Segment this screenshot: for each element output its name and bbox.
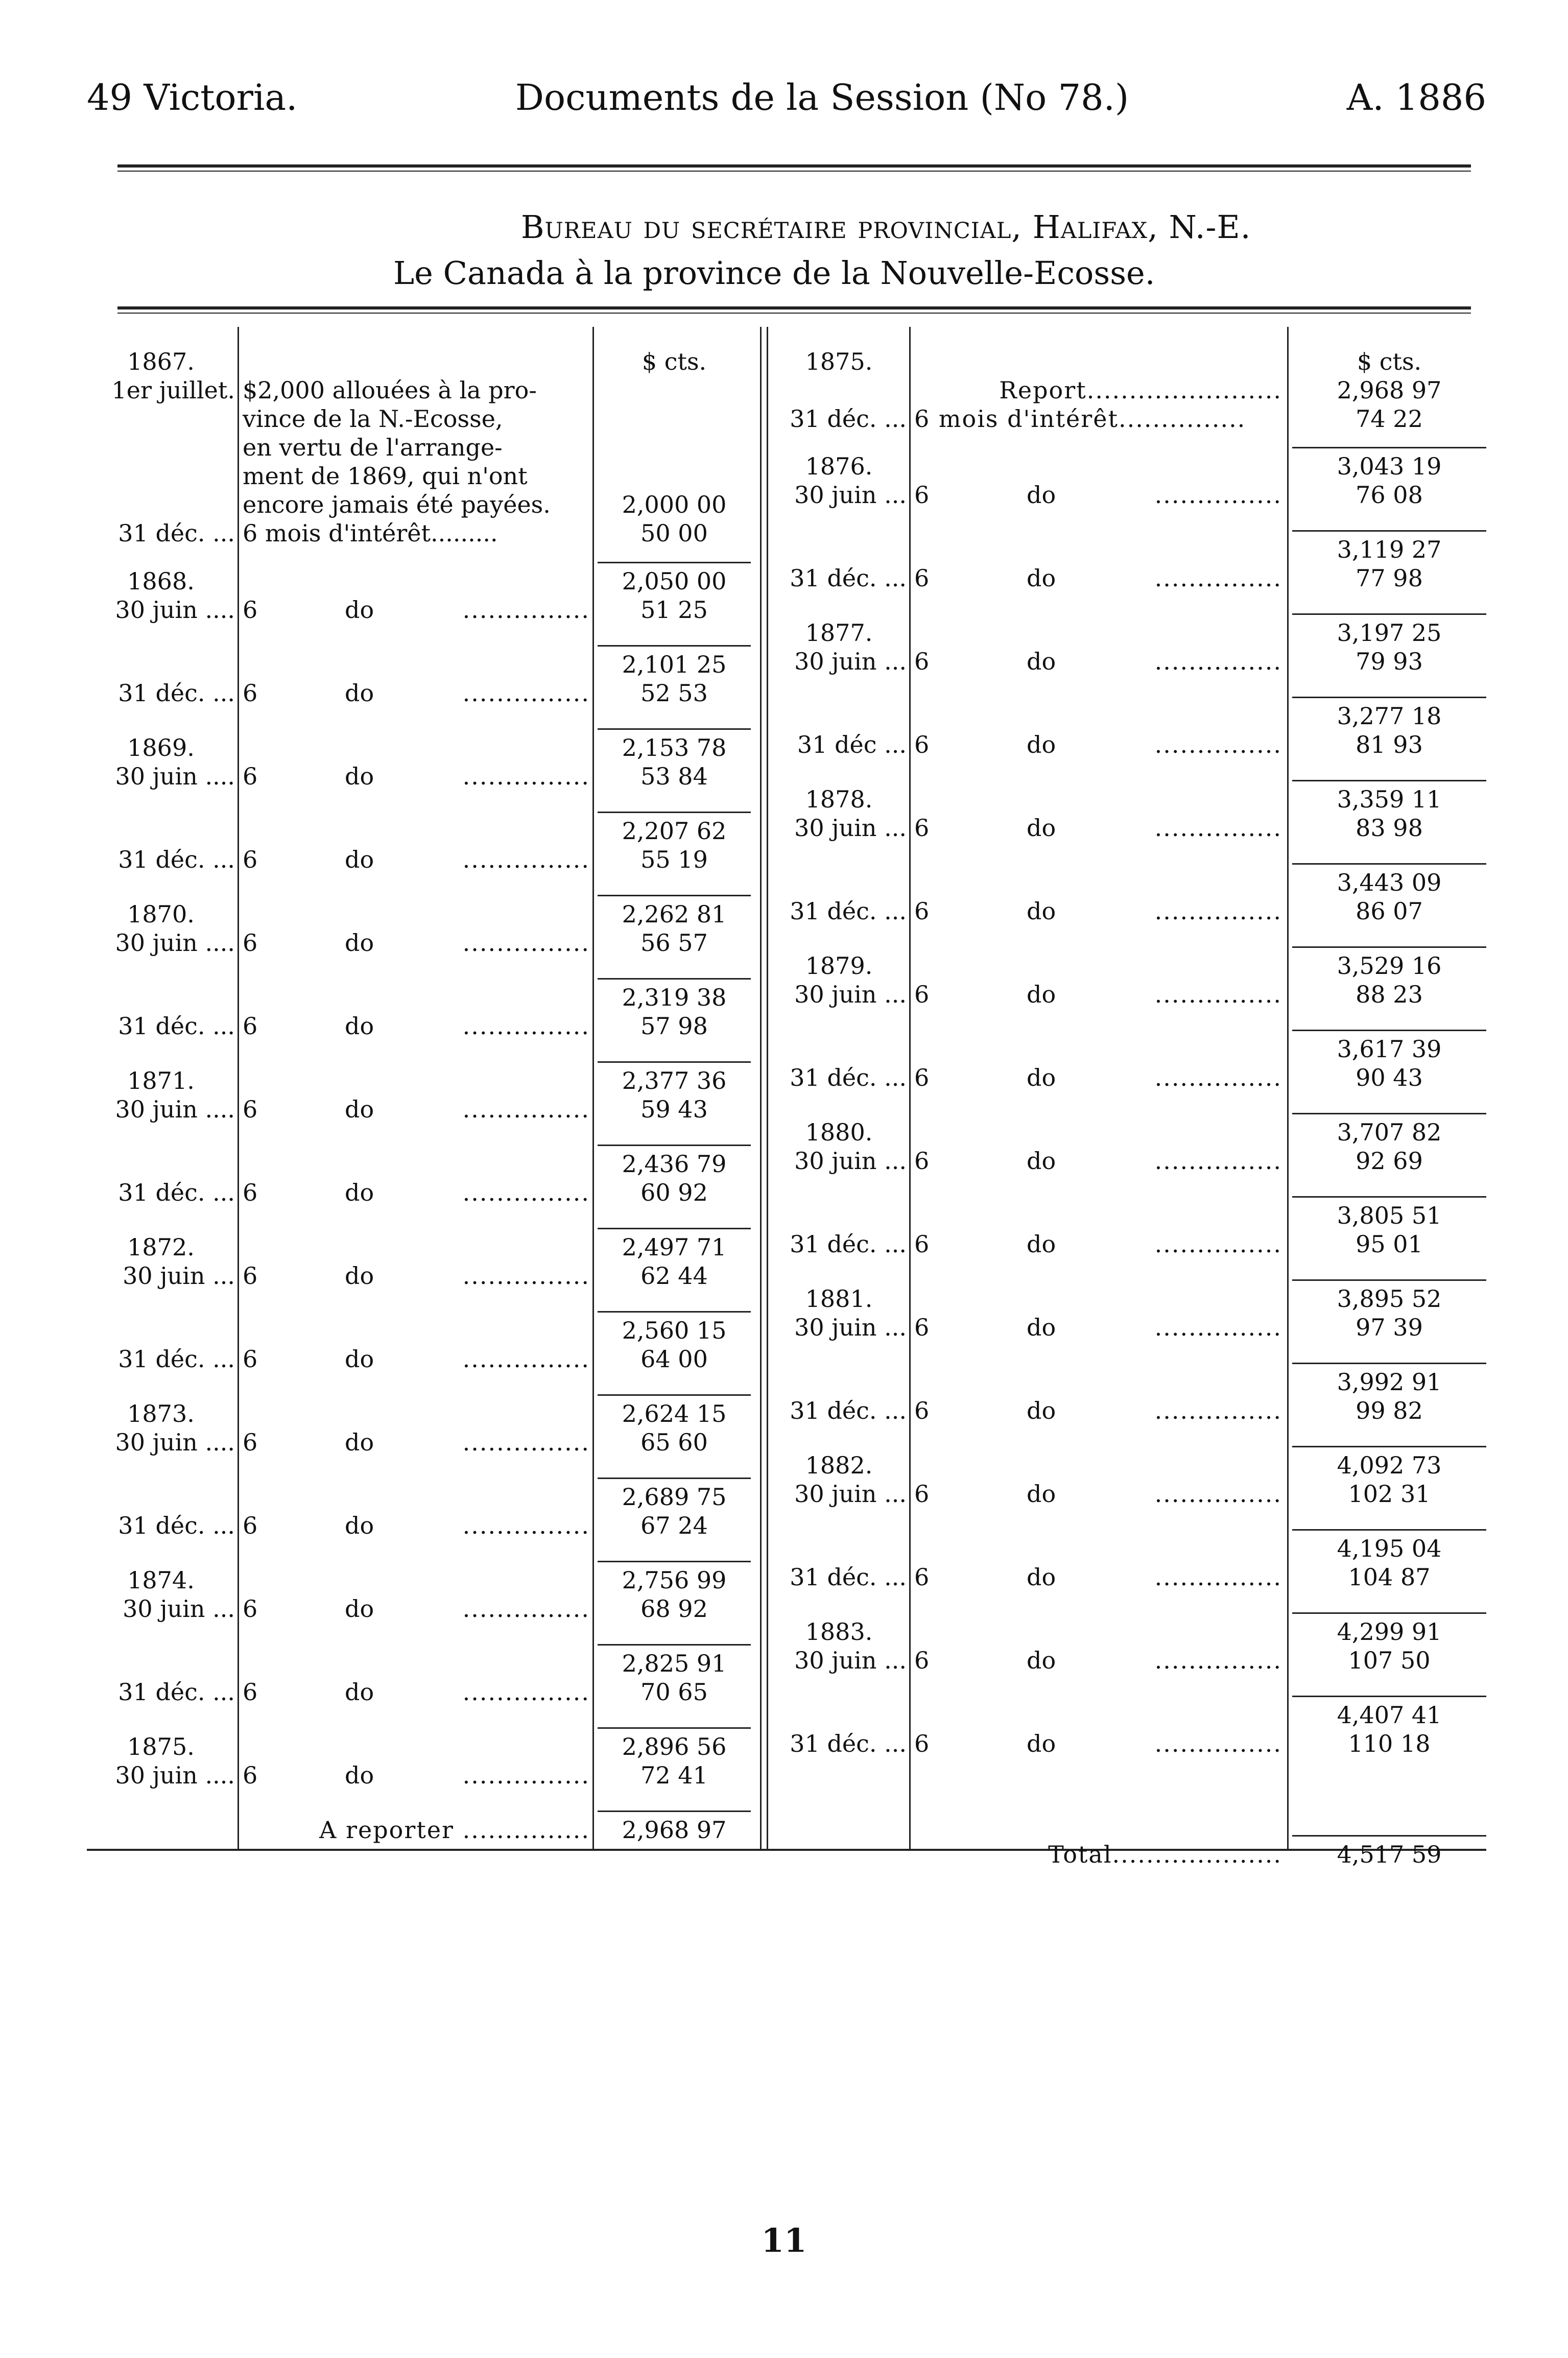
entry-date: 31 déc. ...	[118, 519, 235, 547]
entry-description: do	[345, 679, 374, 707]
running-subtotal: 2,262 81	[622, 900, 727, 928]
entry-year: 1882.	[805, 1451, 873, 1479]
entry-date: 31 déc. ...	[118, 1345, 235, 1373]
entry-date: 31 déc. ...	[118, 679, 235, 707]
subtotal-rule	[1292, 1612, 1486, 1614]
leader-dots: ...............	[462, 1262, 590, 1290]
entry-year: 1873.	[127, 1400, 195, 1427]
running-subtotal: 2,207 62	[622, 817, 727, 845]
leader-dots: ...............	[1154, 1314, 1282, 1341]
entry-description: do	[345, 1428, 374, 1456]
interest-rate: 6	[914, 1563, 930, 1591]
running-subtotal: 3,617 39	[1337, 1035, 1442, 1063]
interest-amount: 70 65	[640, 1678, 708, 1706]
header-rule-thin	[117, 171, 1471, 172]
carry-forward-label: A reporter ...............	[319, 1816, 590, 1844]
interest-amount: 65 60	[640, 1428, 708, 1456]
running-subtotal: 2,377 36	[622, 1067, 727, 1094]
leader-dots: ...............	[1154, 1647, 1282, 1674]
subtotal-rule	[1292, 946, 1486, 948]
interest-amount: 83 98	[1356, 814, 1423, 842]
running-subtotal: 3,529 16	[1337, 952, 1442, 980]
entry-year: 1879.	[805, 952, 873, 980]
running-subtotal: 2,153 78	[622, 734, 727, 761]
interest-amount: 81 93	[1356, 731, 1423, 758]
interest-amount: 79 93	[1356, 648, 1423, 675]
interest-amount: 74 22	[1356, 405, 1423, 433]
interest-rate: 6	[914, 814, 930, 842]
interest-amount: 59 43	[640, 1095, 708, 1123]
entry-description: do	[345, 1512, 374, 1539]
leader-dots: ...............	[462, 846, 590, 873]
entry-description: do	[345, 1678, 374, 1706]
entry-description: do	[345, 1595, 374, 1623]
interest-rate: 6	[914, 564, 930, 592]
entry-description: do	[1027, 1064, 1056, 1091]
total-rule	[1292, 1835, 1486, 1837]
running-subtotal: 4,195 04	[1337, 1535, 1442, 1562]
entry-year: 1874.	[127, 1566, 195, 1594]
interest-rate: 6	[914, 981, 930, 1008]
right-date-column-rule	[909, 327, 911, 1849]
subtotal-rule	[598, 1228, 751, 1229]
running-subtotal: 2,624 15	[622, 1400, 727, 1427]
entry-date: 30 juin ...	[794, 1147, 907, 1175]
running-subtotal: 3,443 09	[1337, 869, 1442, 896]
entry-description: do	[345, 1012, 374, 1040]
entry-description: do	[1027, 1147, 1056, 1175]
header-rule-thick	[117, 164, 1471, 168]
header-series: Documents de la Session (No 78.)	[515, 77, 1129, 118]
running-subtotal: 2,497 71	[622, 1233, 727, 1261]
entry-description: do	[345, 1345, 374, 1373]
interest-rate: 6	[914, 1147, 930, 1175]
leader-dots: ...............	[462, 1595, 590, 1623]
interest-amount: 77 98	[1356, 564, 1423, 592]
leader-dots: ...............	[1154, 1730, 1282, 1757]
running-subtotal: 2,101 25	[622, 651, 727, 678]
subtotal-rule	[1292, 697, 1486, 698]
leader-dots: ...............	[1154, 1563, 1282, 1591]
interest-amount: 76 08	[1356, 481, 1423, 509]
interest-rate: 6	[243, 1761, 258, 1789]
total-label: Total....................	[1048, 1841, 1282, 1868]
subtotal-rule	[1292, 1113, 1486, 1114]
interest-ledger	[87, 327, 1486, 1868]
entry-year: 1868.	[127, 567, 195, 595]
interest-rate: 6	[914, 481, 930, 509]
subtotal-rule	[598, 1478, 751, 1479]
entry-date: 31 déc ...	[797, 731, 907, 758]
interest-amount: 88 23	[1356, 981, 1423, 1008]
entry-date: 30 juin ....	[115, 1095, 235, 1123]
subtotal-rule	[598, 1644, 751, 1646]
leader-dots: ...............	[1154, 564, 1282, 592]
entry-description: 6 mois d'intérêt.........	[243, 519, 498, 547]
leader-dots: ...............	[1154, 481, 1282, 509]
entry-description: do	[1027, 814, 1056, 842]
running-subtotal: 4,407 41	[1337, 1701, 1442, 1729]
interest-amount: 51 25	[640, 596, 708, 624]
leader-dots: ...............	[462, 763, 590, 790]
entry-date: 31 déc. ...	[790, 897, 907, 925]
entry-description: do	[1027, 1230, 1056, 1258]
entry-description: do	[345, 763, 374, 790]
interest-rate: 6	[243, 679, 258, 707]
entry-description: do	[1027, 1480, 1056, 1508]
interest-rate: 6	[243, 1512, 258, 1539]
entry-year: 1875.	[127, 1733, 195, 1760]
leader-dots: ...............	[462, 1179, 590, 1206]
running-subtotal: 4,092 73	[1337, 1451, 1442, 1479]
entry-year: 1880.	[805, 1118, 873, 1146]
entry-description: do	[1027, 648, 1056, 675]
report-amount: 2,968 97	[1337, 376, 1442, 404]
interest-amount: 90 43	[1356, 1064, 1423, 1091]
entry-date: 30 juin ...	[794, 1480, 907, 1508]
subtotal-rule	[598, 728, 751, 730]
leader-dots: ...............	[1154, 814, 1282, 842]
table-top-rule-thin	[117, 313, 1471, 314]
leader-dots: ...............	[462, 1761, 590, 1789]
leader-dots: ...............	[1154, 1480, 1282, 1508]
entry-description: do	[345, 929, 374, 957]
entry-date: 30 juin ...	[794, 981, 907, 1008]
entry-date: 30 juin ....	[115, 596, 235, 624]
entry-date: 31 déc. ...	[118, 1678, 235, 1706]
entry-year: 1883.	[805, 1618, 873, 1646]
subtotal-rule	[1292, 530, 1486, 532]
interest-rate: 6	[243, 1179, 258, 1206]
interest-amount: 104 87	[1348, 1563, 1431, 1591]
leader-dots: ...............	[1154, 1230, 1282, 1258]
subtotal-rule	[1292, 780, 1486, 781]
entry-description: do	[1027, 1730, 1056, 1757]
interest-rate: 6	[914, 1230, 930, 1258]
interest-rate: 6	[914, 1397, 930, 1424]
leader-dots: ...............	[462, 1512, 590, 1539]
entry-date: 31 déc. ...	[790, 1563, 907, 1591]
subtotal-rule	[598, 895, 751, 896]
entry-date: 30 juin ...	[794, 1647, 907, 1674]
subtotal-rule	[1292, 447, 1486, 448]
entry-description: do	[1027, 1397, 1056, 1424]
left-date-column-rule	[237, 327, 239, 1849]
entry-date: 30 juin ...	[123, 1262, 235, 1290]
interest-rate: 6	[243, 1095, 258, 1123]
entry-year: 1871.	[127, 1067, 195, 1094]
entry-year: 1872.	[127, 1233, 195, 1261]
subtotal-rule	[1292, 1363, 1486, 1364]
leader-dots: ...............	[462, 929, 590, 957]
running-subtotal: 3,992 91	[1337, 1368, 1442, 1396]
entry-year: 1878.	[805, 785, 873, 813]
leader-dots: ...............	[462, 679, 590, 707]
table-top-rule-thick	[117, 306, 1471, 309]
interest-amount: 67 24	[640, 1512, 708, 1539]
right-amount-column-rule	[1287, 327, 1289, 1849]
subtotal-rule	[598, 812, 751, 813]
center-double-rule	[760, 327, 768, 1849]
entry-description: do	[1027, 1647, 1056, 1674]
header-year: A. 1886	[1346, 77, 1486, 118]
entry-date: 31 déc. ...	[790, 405, 907, 433]
interest-amount: 52 53	[640, 679, 708, 707]
subtotal-rule	[598, 1394, 751, 1396]
interest-rate: 6	[243, 1012, 258, 1040]
interest-rate: 6	[243, 846, 258, 873]
subtotal-rule	[598, 1727, 751, 1729]
running-subtotal: 2,319 38	[622, 984, 727, 1011]
entry-year: 1875.	[805, 348, 873, 375]
entry-year: 1869.	[127, 734, 195, 761]
office-title: Bureau du secrétaire provincial, Halifax, N.-E.	[521, 208, 1251, 246]
running-subtotal: 3,707 82	[1337, 1118, 1442, 1146]
subtotal-rule	[1292, 1696, 1486, 1697]
leader-dots: ...............	[462, 596, 590, 624]
entry-year: 1876.	[805, 452, 873, 480]
running-subtotal: 3,043 19	[1337, 452, 1442, 480]
interest-amount: 102 31	[1348, 1480, 1431, 1508]
entry-description: do	[345, 1761, 374, 1789]
entry-date: 31 déc. ...	[790, 1730, 907, 1757]
ledger-right-page	[771, 327, 1486, 1868]
leader-dots: ...............	[1154, 1397, 1282, 1424]
running-subtotal: 2,896 56	[622, 1733, 727, 1760]
document-subject: Le Canada à la province de la Nouvelle-Ecosse.	[393, 254, 1155, 292]
entry-description: do	[1027, 981, 1056, 1008]
interest-amount: 97 39	[1356, 1314, 1423, 1341]
interest-amount: 53 84	[640, 763, 708, 790]
entry-description: do	[1027, 731, 1056, 758]
interest-rate: 6	[243, 1678, 258, 1706]
interest-rate: 6	[243, 1595, 258, 1623]
carry-rule	[598, 1811, 751, 1812]
entry-date: 31 déc. ...	[790, 564, 907, 592]
entry-year: 1881.	[805, 1285, 873, 1313]
entry-year: 1867.	[127, 348, 195, 375]
entry-description: do	[1027, 897, 1056, 925]
entry-description: do	[1027, 481, 1056, 509]
entry-date: 31 déc. ...	[118, 846, 235, 873]
subtotal-rule	[598, 1311, 751, 1313]
leader-dots: ...............	[1154, 731, 1282, 758]
subtotal-rule	[598, 1145, 751, 1146]
entry-description: do	[345, 596, 374, 624]
interest-amount: 64 00	[640, 1345, 708, 1373]
leader-dots: ...............	[1154, 897, 1282, 925]
running-subtotal: 3,895 52	[1337, 1285, 1442, 1313]
left-amount-column-rule	[592, 327, 594, 1849]
interest-amount: 99 82	[1356, 1397, 1423, 1424]
entry-date: 31 déc. ...	[118, 1512, 235, 1539]
entry-date: 1er juillet.	[111, 376, 235, 404]
running-subtotal: 3,119 27	[1337, 536, 1442, 563]
subtotal-rule	[598, 978, 751, 980]
entry-date: 30 juin ...	[794, 481, 907, 509]
running-subtotal: 2,825 91	[622, 1650, 727, 1677]
running-subtotal: 2,560 15	[622, 1317, 727, 1344]
running-subtotal: 2,436 79	[622, 1150, 727, 1178]
amount-column-heading: $ cts.	[1357, 348, 1422, 375]
subtotal-rule	[1292, 1030, 1486, 1031]
report-label: Report.......................	[999, 376, 1282, 404]
ledger-left-page	[87, 327, 751, 1849]
interest-amount: 56 57	[640, 929, 708, 957]
interest-amount: 55 19	[640, 846, 708, 873]
carry-forward-amount: 2,968 97	[622, 1816, 727, 1844]
entry-date: 31 déc. ...	[790, 1064, 907, 1091]
entry-description-line: vince de la N.-Ecosse,	[243, 405, 503, 433]
entry-description: do	[1027, 1563, 1056, 1591]
subtotal-rule	[1292, 1446, 1486, 1447]
subtotal-rule	[598, 1061, 751, 1063]
interest-amount: 86 07	[1356, 897, 1423, 925]
leader-dots: ...............	[1154, 648, 1282, 675]
entry-description: do	[1027, 564, 1056, 592]
running-subtotal: 2,050 00	[622, 567, 727, 595]
header-volume: 49 Victoria.	[87, 77, 298, 118]
leader-dots: ...............	[1154, 1064, 1282, 1091]
interest-rate: 6	[914, 1730, 930, 1757]
entry-date: 31 déc. ...	[790, 1397, 907, 1424]
entry-date: 30 juin ...	[794, 814, 907, 842]
entry-date: 31 déc. ...	[790, 1230, 907, 1258]
entry-description-line: encore jamais été payées.	[243, 491, 551, 518]
entry-description: do	[345, 1262, 374, 1290]
subtotal-rule	[1292, 1279, 1486, 1281]
entry-date: 30 juin ....	[115, 1761, 235, 1789]
running-subtotal: 3,805 51	[1337, 1202, 1442, 1229]
interest-rate: 6	[914, 897, 930, 925]
running-header	[87, 77, 1486, 118]
interest-rate: 6	[914, 1314, 930, 1341]
interest-amount: 68 92	[640, 1595, 708, 1623]
running-subtotal: 3,359 11	[1337, 785, 1442, 813]
interest-rate: 6	[243, 596, 258, 624]
entry-description: 6 mois d'intérêt...............	[914, 405, 1246, 433]
interest-amount: 57 98	[640, 1012, 708, 1040]
total-amount: 4,517 59	[1337, 1841, 1442, 1868]
interest-amount: 107 50	[1348, 1647, 1431, 1674]
page-number: 11	[761, 2222, 807, 2260]
interest-rate: 6	[914, 731, 930, 758]
running-subtotal: 2,756 99	[622, 1566, 727, 1594]
subtotal-rule	[598, 645, 751, 647]
leader-dots: ...............	[1154, 981, 1282, 1008]
entry-date: 30 juin ...	[794, 1314, 907, 1341]
entry-date: 31 déc. ...	[118, 1012, 235, 1040]
running-subtotal: 3,197 25	[1337, 619, 1442, 647]
interest-rate: 6	[914, 1480, 930, 1508]
entry-year: 1870.	[127, 900, 195, 928]
entry-description-line: ment de 1869, qui n'ont	[243, 462, 528, 490]
leader-dots: ...............	[462, 1012, 590, 1040]
interest-amount: 60 92	[640, 1179, 708, 1206]
interest-rate: 6	[914, 1064, 930, 1091]
subtotal-rule	[1292, 1196, 1486, 1198]
interest-amount: 92 69	[1356, 1147, 1423, 1175]
leader-dots: ...............	[462, 1678, 590, 1706]
interest-amount: 110 18	[1348, 1730, 1431, 1757]
interest-amount: 95 01	[1356, 1230, 1423, 1258]
entry-description-line: en vertu de l'arrange-	[243, 434, 503, 461]
running-subtotal: 2,689 75	[622, 1483, 727, 1511]
leader-dots: ...............	[1154, 1147, 1282, 1175]
entry-date: 30 juin ...	[794, 648, 907, 675]
subtotal-rule	[1292, 613, 1486, 615]
interest-rate: 6	[243, 1262, 258, 1290]
entry-date: 30 juin ....	[115, 929, 235, 957]
entry-description-line: $2,000 allouées à la pro-	[243, 376, 537, 404]
interest-rate: 6	[243, 1428, 258, 1456]
leader-dots: ...............	[462, 1095, 590, 1123]
running-subtotal: 3,277 18	[1337, 702, 1442, 730]
entry-description: do	[345, 1179, 374, 1206]
entry-year: 1877.	[805, 619, 873, 647]
leader-dots: ...............	[462, 1428, 590, 1456]
interest-amount: 72 41	[640, 1761, 708, 1789]
entry-description: do	[345, 1095, 374, 1123]
interest-rate: 6	[243, 929, 258, 957]
entry-date: 30 juin ...	[123, 1595, 235, 1623]
subtotal-rule	[1292, 863, 1486, 865]
interest-rate: 6	[914, 1647, 930, 1674]
interest-rate: 6	[914, 648, 930, 675]
interest-amount: 50 00	[640, 519, 708, 547]
subtotal-rule	[1292, 1529, 1486, 1531]
interest-amount: 62 44	[640, 1262, 708, 1290]
leader-dots: ...............	[462, 1345, 590, 1373]
entry-description: do	[345, 846, 374, 873]
interest-rate: 6	[243, 1345, 258, 1373]
subtotal-rule	[598, 562, 751, 563]
entry-date: 30 juin ....	[115, 1428, 235, 1456]
entry-amount: 2,000 00	[622, 491, 727, 518]
entry-date: 31 déc. ...	[118, 1179, 235, 1206]
entry-date: 30 juin ....	[115, 763, 235, 790]
entry-description: do	[1027, 1314, 1056, 1341]
subtotal-rule	[598, 1561, 751, 1562]
running-subtotal: 4,299 91	[1337, 1618, 1442, 1646]
interest-rate: 6	[243, 763, 258, 790]
amount-column-heading: $ cts.	[642, 348, 707, 375]
